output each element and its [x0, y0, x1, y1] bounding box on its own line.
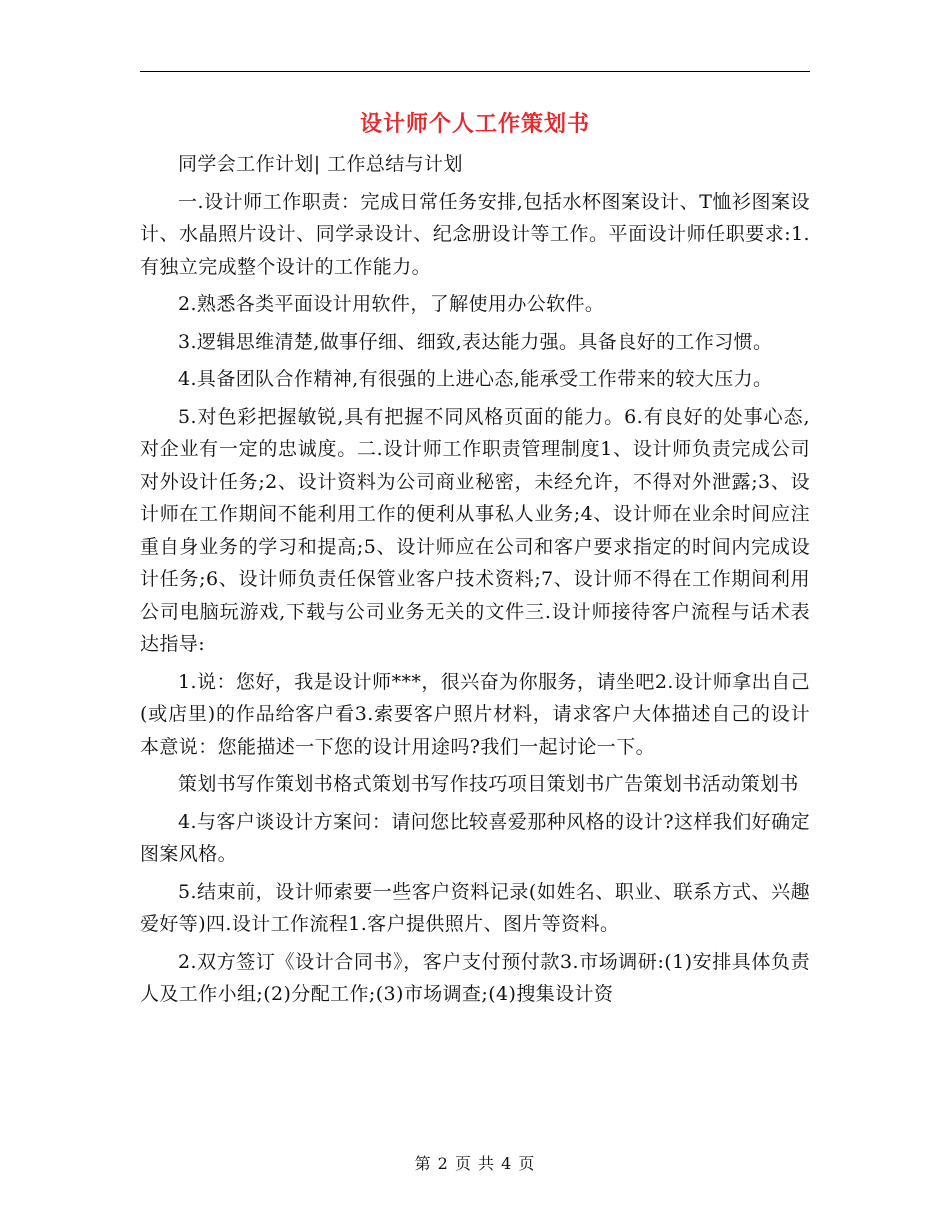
document-title: 设计师个人工作策划书	[359, 111, 590, 137]
page-number: 第 2 页 共 4 页	[414, 1154, 536, 1173]
paragraph: 2.双方签订《设计合同书》，客户支付预付款3.市场调研:(1)安排具体负责人及工作小组;(2)分配工作;(3)市场调查;(4)搜集设计资	[140, 950, 810, 1005]
paragraph: 策划书写作策划书格式策划书写作技巧项目策划书广告策划书活动策划书	[178, 773, 799, 795]
paragraph: 2.熟悉各类平面设计用软件，了解使用办公软件。	[178, 293, 605, 315]
header-rule	[140, 71, 810, 72]
paragraph: 同学会工作计划| 工作总结与计划	[178, 153, 463, 175]
paragraph: 4.与客户谈设计方案问：请问您比较喜爱那种风格的设计?这样我们好确定图案风格。	[140, 810, 810, 865]
paragraph: 5.结束前，设计师索要一些客户资料记录(如姓名、职业、联系方式、兴趣爱好等)四.设计工作流程1.客户提供照片、图片等资料。	[140, 880, 810, 935]
paragraph: 5.对色彩把握敏锐,具有把握不同风格页面的能力。6.有良好的处事心态,对企业有一定的忠诚度。二.设计师工作职责管理制度1、设计师负责完成公司对外设计任务;2、设计资料为公司商业秘密，未经允许，不得对外泄露;3、设计师在工作期间不能利用工作的便利从事私人业务;4、设计师在业余时间应注重自身业务的学习和提高;5、设计师应在公司和客户要求指定的时间内完成设计任务;6、设计师负责任保管业客户技术资料;7、设计师不得在工作期间利用公司电脑玩游戏,下载与公司业务无关的文件三.设计师接待客户流程与话术表达指导:	[140, 405, 810, 655]
paragraph: 1.说：您好，我是设计师***，很兴奋为你服务，请坐吧2.设计师拿出自己(或店里)的作品给客户看3.索要客户照片材料，请求客户大体描述自己的设计本意说：您能描述一下您的设计用途吗?我们一起讨论一下。	[140, 670, 810, 758]
document-body	[140, 148, 810, 1016]
paragraph: 4.具备团队合作精神,有很强的上进心态,能承受工作带来的较大压力。	[178, 368, 773, 390]
paragraph: 3.逻辑思维清楚,做事仔细、细致,表达能力强。具备良好的工作习惯。	[178, 330, 773, 353]
paragraph: 一.设计师工作职责：完成日常任务安排,包括水杯图案设计、T恤衫图案设计、水晶照片设计、同学录设计、纪念册设计等工作。平面设计师任职要求:1.有独立完成整个设计的工作能力。	[140, 190, 810, 278]
